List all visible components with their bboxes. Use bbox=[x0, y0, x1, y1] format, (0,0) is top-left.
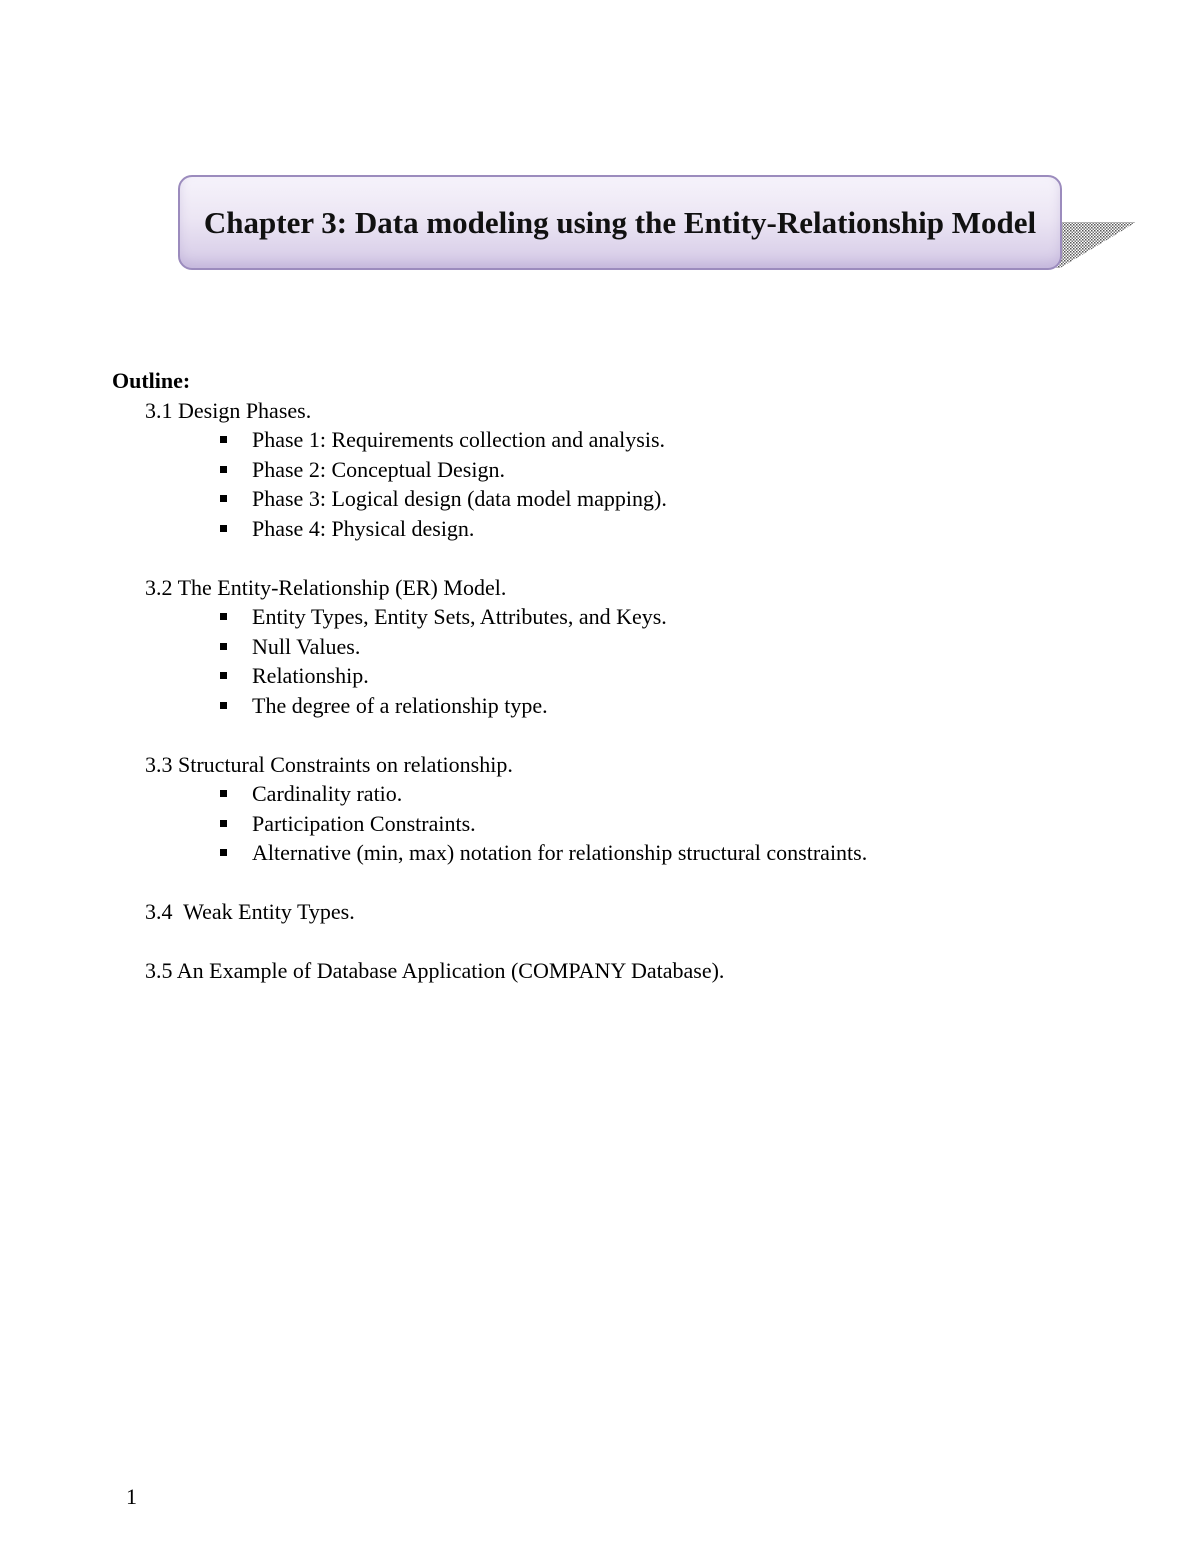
section-title: 3.2 The Entity-Relationship (ER) Model. bbox=[145, 574, 507, 600]
section-title: 3.5 An Example of Database Application (COMPANY Database). bbox=[145, 958, 725, 983]
list-item bbox=[252, 779, 1112, 809]
list-item-text: Phase 4: Physical design. bbox=[252, 515, 475, 541]
section-title: 3.1 Design Phases. bbox=[145, 397, 312, 423]
list-item bbox=[252, 455, 1112, 485]
bullet-list bbox=[145, 425, 1112, 543]
section-title: 3.3 Structural Constraints on relationship. bbox=[145, 751, 513, 777]
list-item bbox=[252, 514, 1112, 544]
bullet-icon bbox=[220, 495, 227, 502]
list-item bbox=[252, 691, 1112, 721]
bullet-icon bbox=[220, 790, 227, 797]
list-item-text: Entity Types, Entity Sets, Attributes, and Keys. bbox=[252, 604, 667, 629]
list-item-text: Cardinality ratio. bbox=[252, 781, 403, 806]
list-item bbox=[252, 809, 1112, 839]
bullet-icon bbox=[220, 525, 227, 532]
bullet-icon bbox=[220, 643, 227, 650]
bullet-icon bbox=[220, 820, 227, 827]
page-number: 1 bbox=[126, 1484, 137, 1509]
chapter-title: Chapter 3: Data modeling using the Entity-Relationship Model bbox=[203, 205, 1037, 240]
outline-section bbox=[112, 573, 1112, 721]
spacer bbox=[112, 543, 1112, 573]
list-item-text: The degree of a relationship type. bbox=[252, 692, 548, 718]
list-item bbox=[252, 661, 1112, 691]
bullet-list bbox=[145, 602, 1112, 720]
list-item bbox=[252, 484, 1112, 514]
list-item-text: Participation Constraints. bbox=[252, 810, 476, 836]
section-title: 3.4 Weak Entity Types. bbox=[145, 899, 355, 924]
list-item bbox=[252, 632, 1112, 662]
spacer bbox=[112, 927, 1112, 957]
banner-box bbox=[178, 175, 1062, 270]
spacer bbox=[112, 868, 1112, 898]
bullet-icon bbox=[220, 702, 227, 709]
spacer bbox=[112, 720, 1112, 750]
list-item bbox=[252, 425, 1112, 455]
outline-section bbox=[112, 750, 1112, 868]
list-item bbox=[252, 838, 1112, 868]
list-item-text: Phase 1: Requirements collection and analysis. bbox=[252, 427, 666, 452]
bullet-icon bbox=[220, 466, 227, 473]
bullet-icon bbox=[220, 672, 227, 679]
bullet-icon bbox=[220, 613, 227, 620]
outline-heading: Outline: bbox=[112, 368, 191, 393]
outline bbox=[112, 366, 1112, 986]
list-item-text: Phase 3: Logical design (data model mapping). bbox=[252, 486, 667, 511]
bullet-icon bbox=[220, 436, 227, 443]
outline-section bbox=[112, 396, 1112, 544]
outline-section bbox=[112, 897, 1112, 927]
list-item-text: Alternative (min, max) notation for relationship structural constraints. bbox=[252, 840, 868, 865]
list-item-text: Phase 2: Conceptual Design. bbox=[252, 456, 505, 482]
list-item bbox=[252, 602, 1112, 632]
list-item-text: Relationship. bbox=[252, 663, 369, 688]
outline-section bbox=[112, 956, 1112, 986]
bullet-icon bbox=[220, 849, 227, 856]
list-item-text: Null Values. bbox=[252, 633, 361, 659]
chapter-title-banner bbox=[178, 175, 1062, 270]
bullet-list bbox=[145, 779, 1112, 868]
